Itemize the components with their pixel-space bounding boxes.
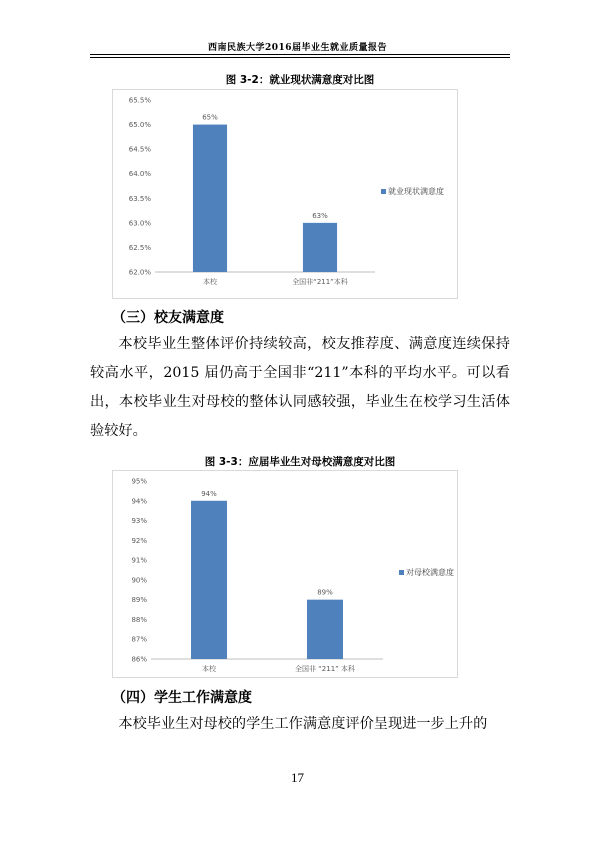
data-label: 89%	[317, 588, 333, 597]
section-heading-student-work-satisfaction: （四）学生工作满意度	[112, 690, 252, 706]
y-tick-label: 64.0%	[128, 170, 151, 179]
figure-3-2-svg	[113, 90, 457, 298]
y-tick-label: 90%	[131, 576, 147, 585]
y-tick-label: 86%	[131, 655, 147, 664]
data-label: 94%	[201, 489, 217, 498]
y-tick-label: 89%	[131, 596, 147, 605]
y-tick-label: 65.0%	[128, 121, 151, 130]
x-tick-label: 本校	[202, 665, 216, 673]
bar	[307, 600, 343, 659]
header-rule	[90, 54, 510, 55]
y-tick-label: 94%	[131, 497, 147, 506]
data-label: 65%	[202, 113, 218, 122]
section-paragraph-student-work-satisfaction: 本校毕业生对母校的学生工作满意度评价呈现进一步上升的	[118, 716, 488, 732]
figure-3-3-chart	[112, 470, 458, 678]
figure-3-3-svg	[113, 471, 457, 677]
y-tick-label: 93%	[131, 517, 147, 526]
x-tick-label: 全国非 “211” 本科	[294, 665, 356, 673]
legend-swatch	[381, 189, 386, 194]
bar	[193, 125, 227, 272]
y-tick-label: 91%	[131, 556, 147, 565]
page-number: 17	[291, 770, 304, 785]
legend-swatch	[399, 570, 404, 575]
header-rule-thin	[90, 57, 510, 58]
legend-label: 就业现状满意度	[388, 187, 444, 196]
y-tick-label: 63.5%	[128, 194, 151, 203]
x-tick-label: 本校	[203, 278, 217, 286]
data-label: 63%	[312, 211, 328, 220]
y-tick-label: 87%	[131, 635, 147, 644]
y-tick-label: 88%	[131, 615, 147, 624]
figure-3-3-title: 图 3-3：应届毕业生对母校满意度对比图	[204, 456, 396, 468]
legend-label: 对母校满意度	[406, 568, 454, 577]
y-tick-label: 62.0%	[128, 268, 151, 277]
y-tick-label: 92%	[131, 536, 147, 545]
x-tick-label: 全国非“211”本科	[292, 278, 348, 286]
section-paragraph-alumni-satisfaction: 本校毕业生整体评价持续较高，校友推荐度、满意度连续保持较高水平，2015 届仍高于全国非“211”本科的平均水平。可以看出，本校毕业生对母校的整体认同感较强，毕业生在校学习生活体验较好。	[90, 336, 510, 439]
bar	[191, 501, 227, 659]
y-tick-label: 65.5%	[128, 96, 151, 105]
bar	[303, 223, 337, 272]
section-heading-alumni-satisfaction: （三）校友满意度	[112, 310, 224, 326]
y-tick-label: 62.5%	[128, 243, 151, 252]
figure-3-2-title: 图 3-2：就业现状满意度对比图	[225, 74, 375, 86]
running-header: 西南民族大学2016届毕业生就业质量报告	[207, 43, 388, 53]
y-tick-label: 64.5%	[128, 145, 151, 154]
figure-3-2-chart	[112, 89, 458, 299]
y-tick-label: 63.0%	[128, 219, 151, 228]
y-tick-label: 95%	[131, 477, 147, 486]
